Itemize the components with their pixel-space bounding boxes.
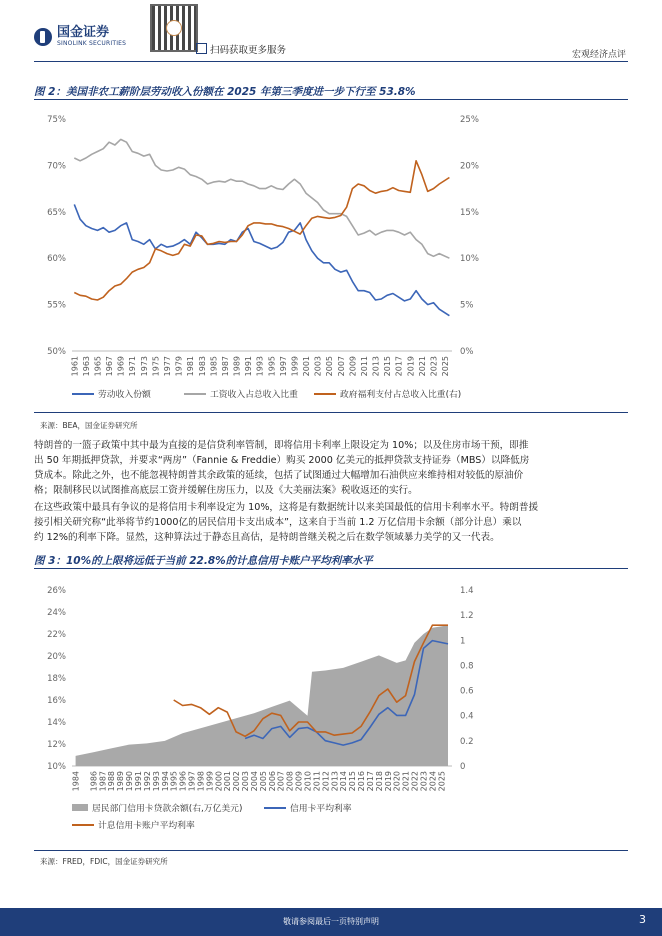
page-number: 3 [639,913,646,926]
x-axis-tick: 2005 [258,771,268,792]
logo-cn-text: 国金证券 [57,25,110,40]
legend-label: 工资收入占总收入比重 [210,390,298,400]
x-axis-tick: 2012 [321,771,331,792]
x-axis-tick: 2005 [325,356,335,377]
x-axis-tick: 2019 [406,356,416,377]
x-axis-tick: 2007 [276,771,286,792]
x-axis-tick: 2004 [249,771,259,792]
x-axis-tick: 1997 [187,771,197,792]
scan-icon [196,43,207,54]
x-axis-tick: 2009 [294,771,304,792]
x-axis-tick: 1989 [116,771,126,792]
right-axis-tick: 0.2 [460,736,474,747]
page-footer [0,908,662,936]
x-axis-tick: 2002 [232,771,242,792]
legend-label: 政府福利支付占总收入比重(右) [340,390,462,400]
x-axis-tick: 1993 [151,771,161,792]
figure2-chart [34,105,628,410]
x-axis-tick: 2013 [371,356,381,377]
x-axis-tick: 2021 [401,771,411,792]
logo-en-text: SINOLINK SECURITIES [57,40,127,47]
left-axis-tick: 60% [47,254,66,265]
x-axis-tick: 2007 [336,356,346,377]
paragraph-2 [34,500,628,545]
x-axis-tick: 1990 [125,771,135,792]
x-axis-tick: 2014 [339,771,349,792]
header-divider [34,61,628,62]
left-axis-tick: 55% [47,300,66,311]
right-axis-tick: 15% [460,207,479,218]
paragraph-1-line: 格；限制移民以试图推高底层工资并缓解住房压力，以及《大美丽法案》税收返还的实行。 [34,485,418,496]
x-axis-tick: 1993 [255,356,265,377]
report-header [0,0,662,64]
x-axis-tick: 1979 [174,356,184,377]
x-axis-tick: 1977 [163,356,172,377]
legend-swatch [72,804,88,811]
x-axis-tick: 1995 [267,356,277,377]
figure2-title: 图 2：美国非农工薪阶层劳动收入份额在 2025 年第三季度进一步下行至 53.8% [34,86,416,98]
figure2-top-rule [34,99,628,100]
x-axis-tick: 2017 [365,771,375,792]
x-axis-tick: 2011 [312,771,322,792]
x-axis-tick: 2015 [383,356,393,377]
x-axis-tick: 1965 [93,356,103,377]
x-axis-tick: 2003 [241,771,251,792]
x-axis-tick: 2025 [441,356,451,377]
x-axis-tick: 2024 [428,771,438,792]
x-axis-tick: 2019 [383,771,393,792]
right-axis-tick: 1.2 [460,611,474,622]
right-axis-tick: 25% [460,115,479,125]
x-axis-tick: 2025 [437,771,447,792]
x-axis-tick: 1967 [105,356,115,377]
right-axis-tick: 5% [460,300,474,311]
right-axis-tick: 0 [460,762,466,772]
legend-label: 居民部门信用卡贷款余额(右,万亿美元) [92,804,243,814]
figure2-source: 来源：BEA，国金证券研究所 [40,421,138,430]
figure3-bottom-rule [34,850,628,851]
left-axis-tick: 12% [47,740,66,750]
x-axis-tick: 1988 [107,771,117,792]
right-axis-tick: 0% [460,347,474,357]
right-axis-tick: 20% [460,161,479,172]
x-axis-tick: 1994 [160,771,170,792]
right-axis-tick: 0.6 [460,686,474,697]
left-axis-tick: 50% [47,347,66,357]
x-axis-tick: 1991 [134,771,144,792]
x-axis-tick: 1986 [89,771,99,792]
left-axis-tick: 16% [47,696,66,706]
x-axis-tick: 2017 [394,356,404,377]
x-axis-tick: 1981 [186,356,196,377]
legend-label: 计息信用卡账户平均利率 [98,821,195,831]
right-axis-tick: 0.4 [460,711,474,722]
x-axis-tick: 1985 [209,356,219,377]
x-axis-tick: 1969 [116,356,126,377]
footer-disclaimer: 敬请参阅最后一页特别声明 [283,917,379,926]
x-axis-tick: 2003 [313,356,323,377]
x-axis-tick: 1991 [244,356,254,377]
right-axis-tick: 10% [460,254,479,265]
left-axis-tick: 22% [47,630,66,640]
x-axis-tick: 1995 [169,771,179,792]
x-axis-tick: 1961 [70,356,80,377]
series-line [74,139,449,258]
figure3-top-rule [34,568,628,569]
qr-code-icon[interactable] [150,4,198,52]
x-axis-tick: 1971 [128,356,138,377]
report-topic: 宏观经济点评 [571,50,626,60]
paragraph-1-line: 出 50 年期抵押贷款，并要求“两房”（Fannie & Freddie）购买 2000 亿美元的抵押贷款支持证券（MBS）以降低房 [34,455,530,466]
x-axis-tick: 1973 [139,356,149,377]
left-axis-tick: 20% [47,652,66,662]
left-axis-tick: 18% [47,674,66,684]
x-axis-tick: 2001 [223,771,233,792]
paragraph-2-line: 在这些政策中最具有争议的是将信用卡利率设定为 10%，这将是有数据统计以来美国最低的信用卡利率水平。特朗普援 [34,502,539,513]
x-axis-tick: 1983 [197,356,207,377]
x-axis-tick: 2009 [348,356,358,377]
x-axis-tick: 2021 [417,356,427,377]
paragraph-2-line: 约 12%的利率下降。显然，这种算法过于静态且高估，是特朗普继关税之后在数学领域暴力美学的又一代表。 [34,532,500,543]
paragraph-1-line: 贷成本。除此之外，也不能忽视特朗普其余政策的延续，包括了试图通过大幅增加石油供应来维持相对较低的原油价 [34,470,524,481]
left-axis-tick: 14% [47,718,66,728]
x-axis-tick: 1963 [81,356,91,377]
x-axis-tick: 2013 [330,771,340,792]
x-axis-tick: 1992 [142,771,152,792]
x-axis-tick: 2020 [392,771,402,792]
x-axis-tick: 1975 [151,356,161,377]
x-axis-tick: 2015 [348,771,358,792]
left-axis-tick: 10% [47,762,66,772]
scan-prompt: 扫码获取更多服务 [196,42,286,56]
x-axis-tick: 1987 [98,771,108,792]
figure3-title: 图 3：10%的上限将远低于当前 22.8%的计息信用卡账户平均利率水平 [34,555,373,567]
left-axis-tick: 26% [47,586,66,596]
x-axis-tick: 1996 [178,771,188,792]
figure2-bottom-rule [34,412,628,413]
logo-icon [34,28,52,46]
left-axis-tick: 65% [47,207,66,218]
x-axis-tick: 2000 [214,771,224,792]
left-axis-tick: 70% [47,161,66,172]
legend-label: 劳动收入份额 [98,390,151,400]
left-axis-tick: 75% [47,115,66,125]
paragraph-1-line: 特朗普的一篮子政策中其中最为直接的是信贷利率管制，即将信用卡利率上限设定为 10%；以及住房市场干预，即推 [34,440,529,451]
legend-label: 信用卡平均利率 [290,804,352,814]
x-axis-tick: 2001 [302,356,312,377]
paragraph-2-line: 接引相关研究称“此举将节约1000亿的居民信用卡支出成本”，这来自于当前 1.2 万亿信用卡余额（部分计息）乘以 [34,517,522,528]
x-axis-tick: 2011 [359,356,369,377]
x-axis-tick: 1997 [278,356,288,377]
x-axis-tick: 2010 [303,771,313,792]
x-axis-tick: 1989 [232,356,242,377]
x-axis-tick: 2016 [357,771,367,792]
x-axis-tick: 2006 [267,771,277,792]
left-axis-tick: 24% [47,608,66,618]
company-logo [34,26,126,47]
paragraph-1 [34,438,628,498]
right-axis-tick: 1 [460,636,466,647]
x-axis-tick: 1999 [290,356,300,377]
series-line [74,204,449,315]
x-axis-tick: 2023 [419,771,429,792]
x-axis-tick: 2008 [285,771,295,792]
figure3-source: 来源：FRED，FDIC，国金证券研究所 [40,857,168,866]
x-axis-tick: 2022 [410,771,420,792]
right-axis-tick: 1.4 [460,586,474,596]
figure3-chart [34,576,628,848]
right-axis-tick: 0.8 [460,661,474,672]
x-axis-tick: 2018 [374,771,384,792]
x-axis-tick: 1999 [205,771,215,792]
x-axis-tick: 1987 [220,356,230,377]
x-axis-tick: 1998 [196,771,206,792]
x-axis-tick: 2023 [429,356,439,377]
x-axis-tick: 1984 [71,771,81,792]
